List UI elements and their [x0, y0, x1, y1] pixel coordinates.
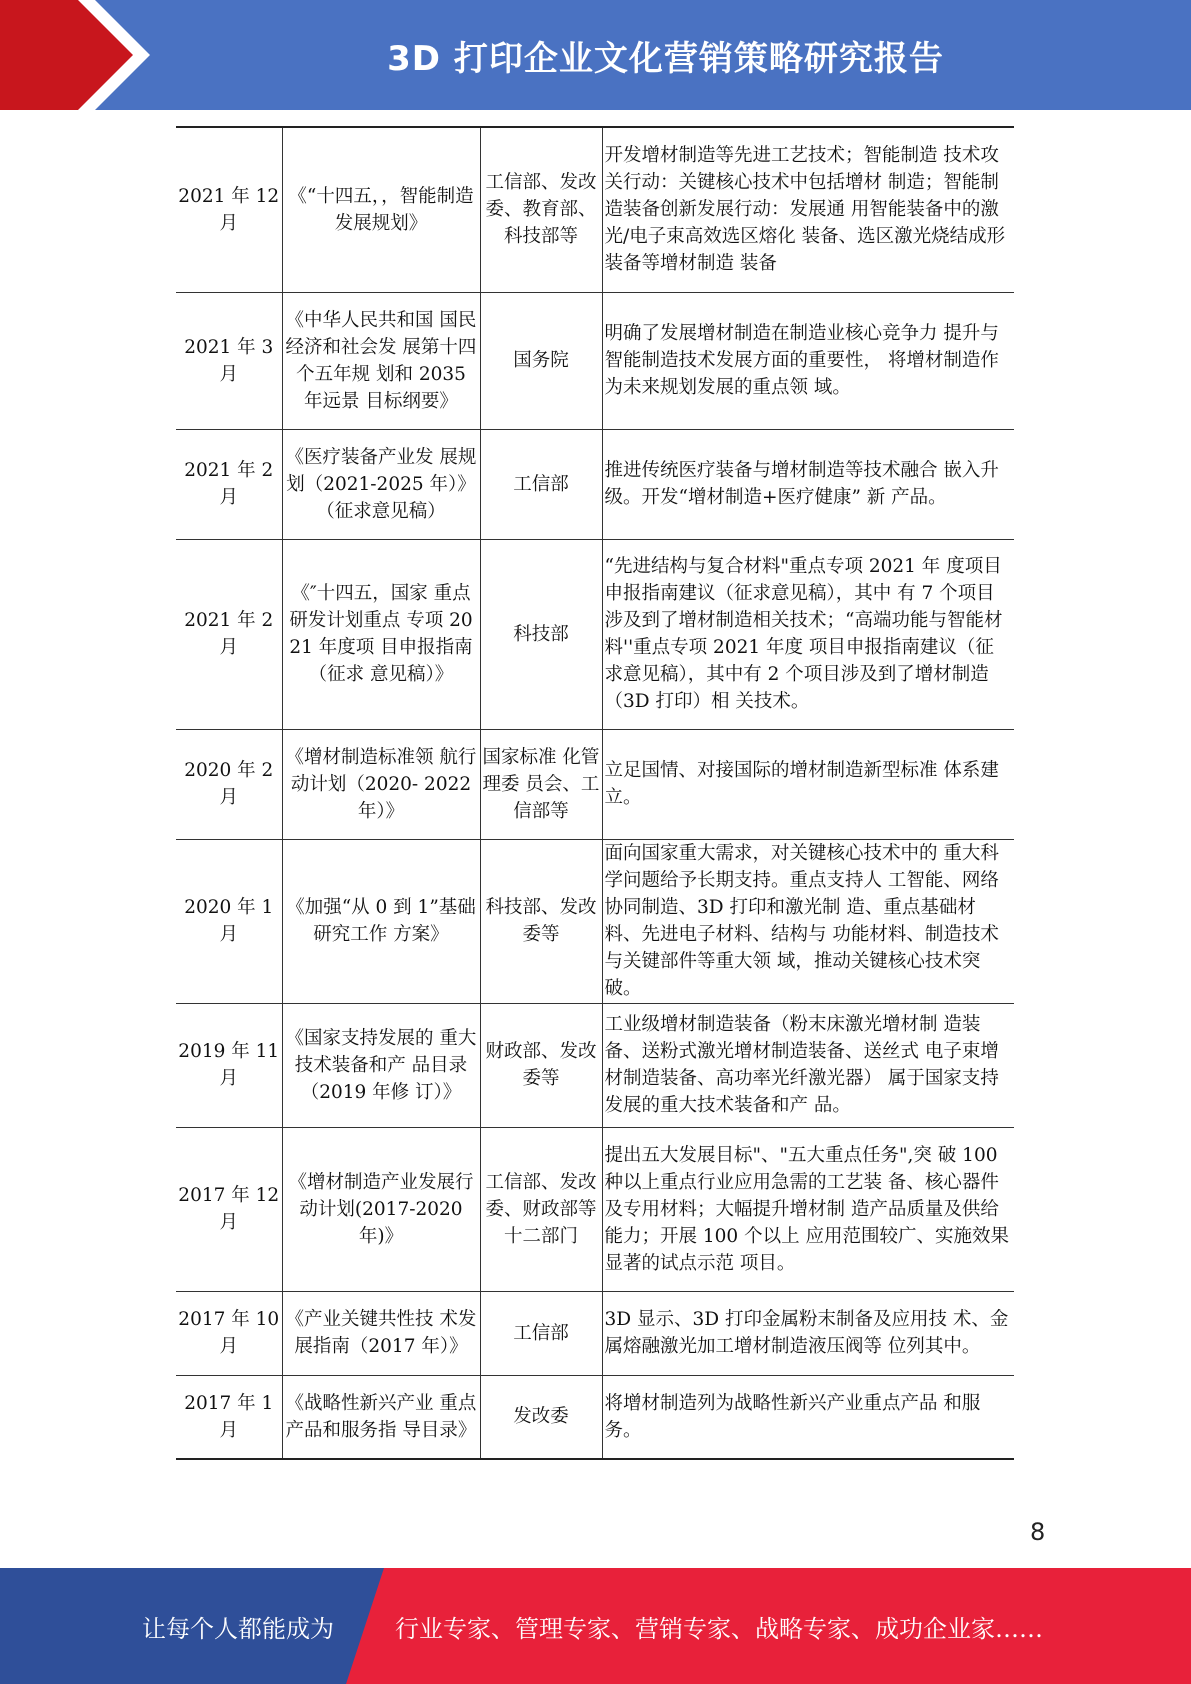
- document-cell: 《战略性新兴产业 重点产品和服务指 导目录》: [282, 1375, 480, 1459]
- date-cell: 2019 年 11 月: [176, 1003, 282, 1127]
- page-header: [0, 0, 1191, 110]
- department-cell: 科技部: [480, 539, 602, 729]
- footer-slogan-right: 行业专家、管理专家、营销专家、战略专家、成功企业家……: [395, 1614, 1043, 1643]
- document-cell: 《医疗装备产业发 展规划（2021-2025 年）》（征求意见稿）: [282, 429, 480, 539]
- department-cell: 工信部: [480, 429, 602, 539]
- document-cell: 《″十四五，国家 重点研发计划重点 专项 2021 年度项 目申报指南（征求 意见稿）》: [282, 539, 480, 729]
- description-cell: 将增材制造列为战略性新兴产业重点产品 和服务。: [602, 1375, 1014, 1459]
- description-cell: 工业级增材制造装备（粉末床激光增材制 造装备、送粉式激光增材制造装备、送丝式 电子束增材制造装备、高功率光纤激光器） 属于国家支持发展的重大技术装备和产 品。: [602, 1003, 1014, 1127]
- table-row: [176, 1003, 1014, 1127]
- department-cell: 发改委: [480, 1375, 602, 1459]
- department-cell: 工信部: [480, 1291, 602, 1375]
- department-cell: 工信部、发改委、教育部、科技部等: [480, 127, 602, 292]
- page-footer: [0, 1568, 1191, 1684]
- footer-slogan-left: 让每个人都能成为: [142, 1614, 334, 1643]
- document-cell: 《“十四五，，智能制造发展规划》: [282, 127, 480, 292]
- date-cell: 2017 年 1 月: [176, 1375, 282, 1459]
- date-cell: 2020 年 2 月: [176, 729, 282, 839]
- table-row: [176, 127, 1014, 292]
- table-row: [176, 1291, 1014, 1375]
- table-row: [176, 839, 1014, 1003]
- document-cell: 《产业关键共性技 术发展指南（2017 年）》: [282, 1291, 480, 1375]
- report-title: 3D 打印企业文化营销策略研究报告: [387, 38, 944, 79]
- document-cell: 《加强“从 0 到 1”基础研究工作 方案》: [282, 839, 480, 1003]
- document-cell: 《国家支持发展的 重大技术装备和产 品目录（2019 年修 订）》: [282, 1003, 480, 1127]
- table-row: [176, 1375, 1014, 1459]
- date-cell: 2017 年 12 月: [176, 1127, 282, 1291]
- department-cell: 科技部、发改委等: [480, 839, 602, 1003]
- description-cell: 3D 显示、3D 打印金属粉末制备及应用技 术、金属熔融激光加工增材制造液压阀等 位列其中。: [602, 1291, 1014, 1375]
- department-cell: 财政部、发改委等: [480, 1003, 602, 1127]
- document-cell: 《中华人民共和国 国民经济和社会发 展第十四个五年规 划和 2035 年远景 目标纲要》: [282, 292, 480, 429]
- description-cell: 开发增材制造等先进工艺技术；智能制造 技术攻关行动：关键核心技术中包括增材 制造；智能制造装备创新发展行动：发展通 用智能装备中的激光/电子束高效选区熔化 装备、选区激光烧结成形装备等增材制造 装备: [602, 127, 1014, 292]
- description-cell: 推进传统医疗装备与增材制造等技术融合 嵌入升级。开发“增材制造+医疗健康” 新 产品。: [602, 429, 1014, 539]
- description-cell: 立足国情、对接国际的增材制造新型标准 体系建立。: [602, 729, 1014, 839]
- document-cell: 《增材制造标准领 航行动计划（2020- 2022 年）》: [282, 729, 480, 839]
- date-cell: 2021 年 2 月: [176, 539, 282, 729]
- description-cell: 面向国家重大需求，对关键核心技术中的 重大科学问题给予长期支持。重点支持人 工智能、网络协同制造、3D 打印和激光制 造、重点基础材料、先进电子材料、结构与 功能材料、制造技术与关键部件等重大领 域，推动关键核心技术突破。: [602, 839, 1014, 1003]
- date-cell: 2017 年 10 月: [176, 1291, 282, 1375]
- department-cell: 国务院: [480, 292, 602, 429]
- description-cell: 明确了发展增材制造在制造业核心竞争力 提升与智能制造技术发展方面的重要性， 将增材制造作为未来规划发展的重点领 域。: [602, 292, 1014, 429]
- table-row: [176, 729, 1014, 839]
- department-cell: 工信部、发改委、财政部等十二部门: [480, 1127, 602, 1291]
- date-cell: 2021 年 3 月: [176, 292, 282, 429]
- description-cell: 提出五大发展目标"、"五大重点任务",突 破 100 种以上重点行业应用急需的工艺装 备、核心器件及专用材料；大幅提升增材制 造产品质量及供给能力；开展 100 个以上 应用范围较广、实施效果显著的试点示范 项目。: [602, 1127, 1014, 1291]
- table-row: [176, 429, 1014, 539]
- policy-table: [176, 126, 1014, 1460]
- description-cell: “先进结构与复合材料"重点专项 2021 年 度项目申报指南建议（征求意见稿），其中 有 7 个项目涉及到了增材制造相关技术；“高端功能与智能材料''重点专项 2021 年度 项目申报指南建议（征求意见稿），其中有 2 个项目涉及到了增材制造（3D 打印）相 关技术。: [602, 539, 1014, 729]
- table-row: [176, 539, 1014, 729]
- department-cell: 国家标准 化管理委 员会、工 信部等: [480, 729, 602, 839]
- document-cell: 《增材制造产业发展行动计划(2017-2020 年)》: [282, 1127, 480, 1291]
- date-cell: 2021 年 12 月: [176, 127, 282, 292]
- page-number: 8: [1030, 1518, 1046, 1546]
- table-row: [176, 292, 1014, 429]
- date-cell: 2021 年 2 月: [176, 429, 282, 539]
- table-row: [176, 1127, 1014, 1291]
- date-cell: 2020 年 1 月: [176, 839, 282, 1003]
